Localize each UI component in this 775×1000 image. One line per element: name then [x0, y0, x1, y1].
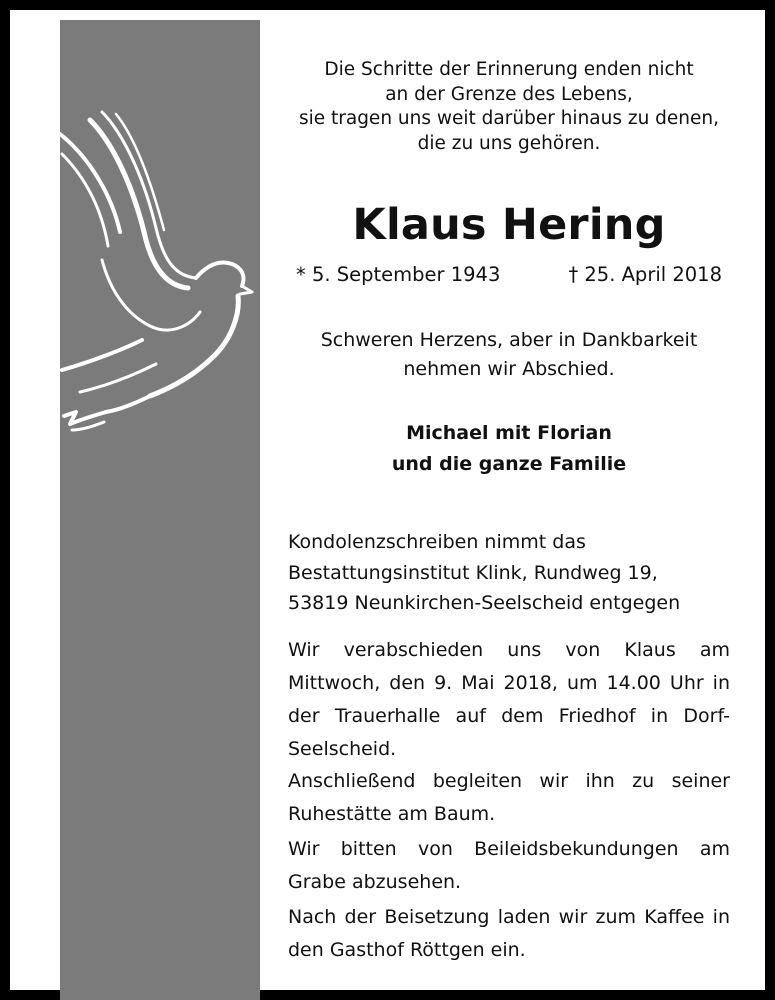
condolences-info — [288, 527, 730, 619]
dove-icon — [50, 100, 260, 440]
burial-info-paragraph: Anschließend begleiten wir ihn zu seiner Ruhestätte am Baum. — [288, 770, 730, 825]
verse-line: sie tragen uns weit darüber hinaus zu denen, — [298, 108, 720, 130]
verse-line: Die Schritte der Erinnerung enden nicht — [324, 59, 694, 80]
funeral-info-paragraph: Wir verabschieden uns von Klaus am Mittwoch, den 9. Mai 2018, um 14.00 Uhr in der Trauerhalle auf dem Friedhof in Dorf-Seelscheid. — [288, 639, 730, 760]
farewell-line: nehmen wir Abschied. — [403, 358, 615, 380]
deceased-name: Klaus Hering — [352, 200, 666, 250]
reception-info-paragraph: Nach der Beisetzung laden wir zum Kaffee in den Gasthof Röttgen ein. — [288, 906, 730, 961]
condolence-request-paragraph: Wir bitten von Beileidsbekundungen am Grabe abzusehen. — [288, 838, 730, 893]
death-date: † 25. April 2018 — [568, 263, 722, 286]
mourners-line: Michael mit Florian — [406, 422, 612, 444]
verse-line: an der Grenze des Lebens, — [385, 83, 633, 105]
condolences-line: 53819 Neunkirchen-Seelscheid entgegen — [288, 592, 681, 614]
farewell-line: Schweren Herzens, aber in Dankbarkeit — [320, 329, 698, 351]
notice-content — [288, 20, 730, 1000]
farewell-text — [288, 326, 730, 384]
condolences-line: Kondolenzschreiben nimmt das — [288, 531, 586, 553]
mourners — [288, 418, 730, 480]
verse-line: die zu uns gehören. — [417, 133, 601, 155]
mourners-line: und die ganze Familie — [391, 453, 627, 475]
memorial-verse — [288, 58, 730, 157]
birth-date: * 5. September 1943 — [296, 263, 501, 286]
condolences-line: Bestattungsinstitut Klink, Rundweg 19, — [288, 561, 658, 584]
